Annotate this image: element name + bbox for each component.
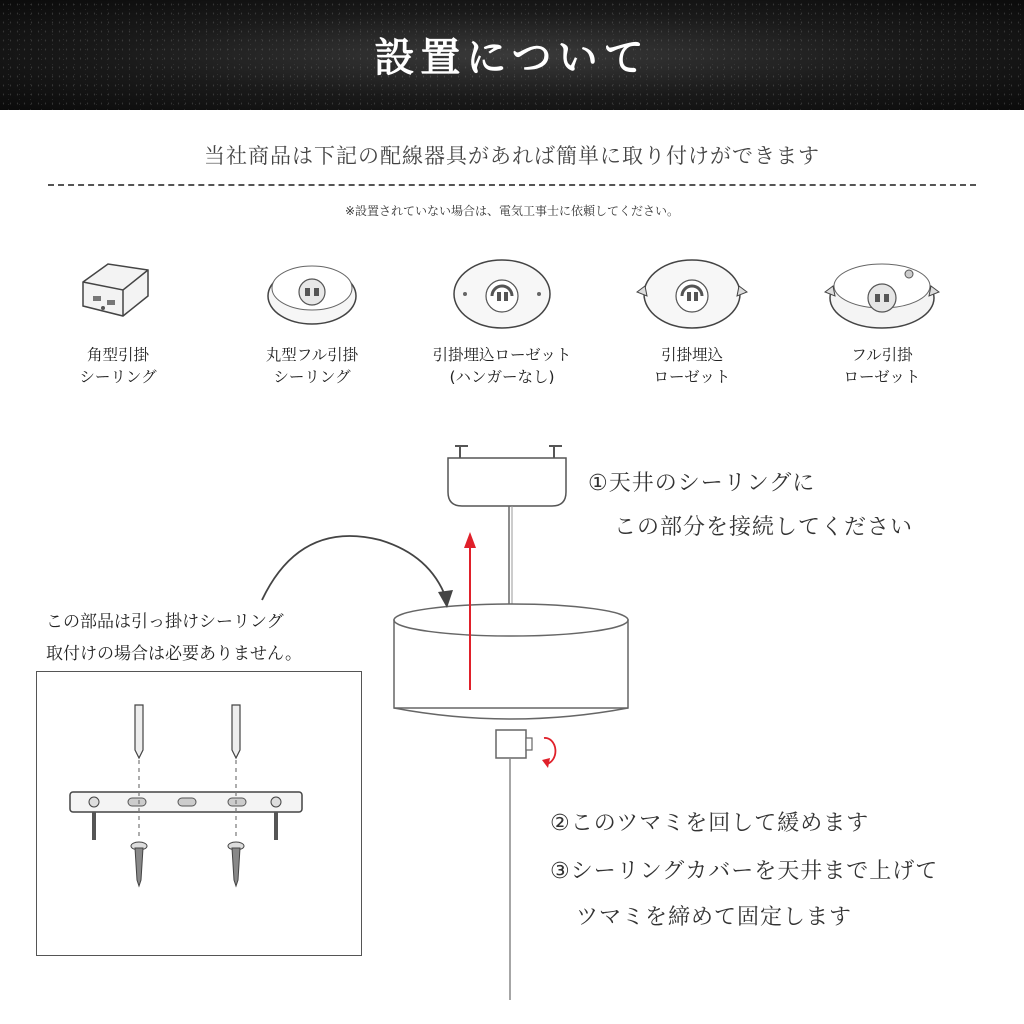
intro-text: 当社商品は下記の配線器具があれば簡単に取り付けができます bbox=[204, 144, 820, 168]
part-note bbox=[46, 606, 302, 670]
fixture-label: 丸型フル引掛 シーリング bbox=[265, 346, 359, 386]
part-box bbox=[36, 671, 362, 956]
step-3-line-2: ツマミを締めて固定します bbox=[576, 905, 853, 930]
ceiling-plug-icon bbox=[448, 446, 566, 506]
fixture-label: 角型引掛 シーリング bbox=[79, 346, 157, 386]
fixture-label: フル引掛 ローゼット bbox=[843, 346, 921, 386]
page-title: 設置について bbox=[374, 34, 650, 81]
electrician-note: ※設置されていない場合は、電気工事士に依頼してください。 bbox=[344, 204, 680, 218]
part-note-line-1: この部品は引っ掛けシーリング bbox=[46, 612, 284, 632]
ceiling-cover-icon bbox=[394, 604, 628, 719]
step-2: ②このツマミを回して緩めます bbox=[550, 811, 870, 836]
step-3-line-1: ③シーリングカバーを天井まで上げて bbox=[550, 859, 939, 884]
step-1-line-1: ①天井のシーリングに bbox=[588, 471, 816, 496]
tension-knob-icon bbox=[496, 730, 532, 758]
fixture-label: 引掛埋込ローゼット (ハンガーなし) bbox=[432, 346, 572, 386]
rotate-arrow-icon bbox=[542, 738, 555, 768]
step-1-line-2: この部分を接続してください bbox=[614, 515, 914, 540]
fixture-label: 引掛埋込 ローゼット bbox=[653, 346, 731, 386]
curved-arrow-icon bbox=[262, 536, 453, 608]
part-note-line-2: 取付けの場合は必要ありません。 bbox=[46, 644, 303, 664]
